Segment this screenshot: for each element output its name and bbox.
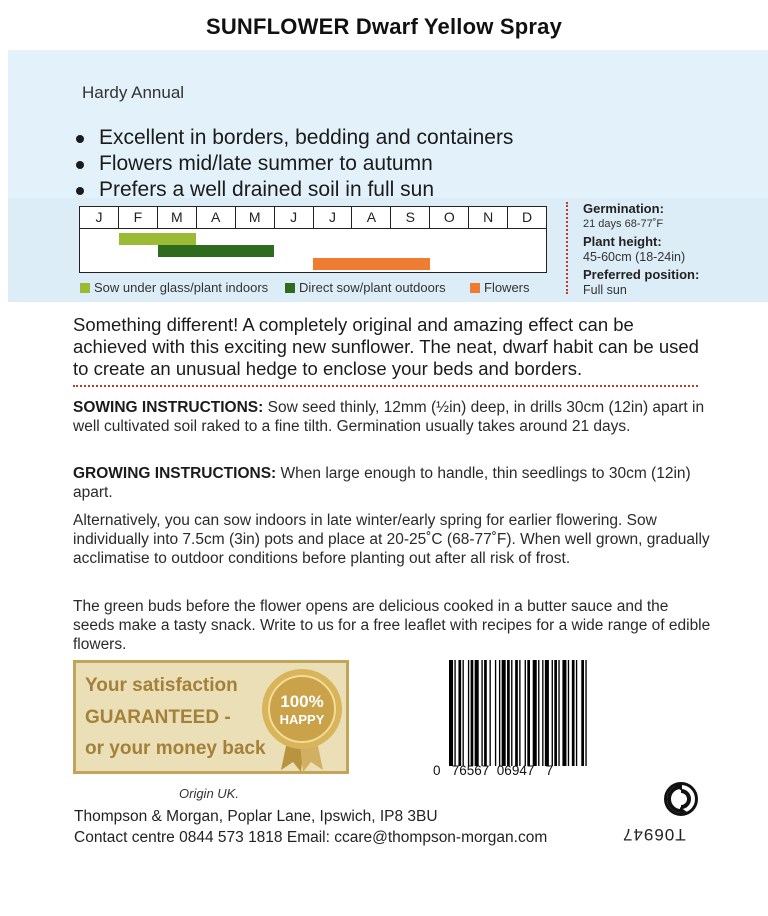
calendar-bar-sow-indoors — [119, 233, 197, 245]
divider-horizontal — [73, 385, 698, 387]
barcode-bar — [568, 660, 569, 766]
barcode-bar — [554, 660, 557, 766]
barcode-bar — [515, 660, 518, 766]
barcode-bar — [552, 660, 553, 766]
guarantee-line: or your money back — [85, 738, 266, 759]
barcode-bar — [581, 660, 584, 766]
guarantee-line: Your satisfaction — [85, 675, 238, 696]
height-label: Plant height: — [583, 234, 662, 249]
guarantee-line: GUARANTEED - — [85, 707, 231, 728]
legend-swatch — [470, 283, 480, 293]
growing-instructions — [73, 464, 713, 502]
month-label: M — [236, 207, 275, 228]
seal-text-top: 100% — [280, 692, 324, 711]
growing-heading: GROWING INSTRUCTIONS: — [73, 465, 277, 482]
product-code: T06947 — [622, 825, 686, 844]
barcode-bar — [519, 660, 520, 766]
feature-list — [72, 125, 513, 203]
barcode-bar — [484, 660, 487, 766]
divider-vertical — [566, 202, 568, 294]
barcode-bar — [527, 660, 530, 766]
legend-label: Flowers — [484, 280, 530, 295]
barcode-bar — [499, 660, 500, 766]
legend-label: Sow under glass/plant indoors — [94, 280, 269, 295]
growing-text: When large enough to handle, thin seedlings to 30cm (12in) apart. — [73, 465, 691, 501]
barcode-bar — [576, 660, 577, 766]
barcode-bar — [495, 660, 496, 766]
barcode-bar — [463, 660, 464, 766]
legend-swatch — [80, 283, 90, 293]
barcode-bar — [562, 660, 566, 766]
month-label: M — [158, 207, 197, 228]
barcode-bar — [458, 660, 461, 766]
legend-sow-indoors — [80, 280, 268, 295]
feature-item: Excellent in borders, bedding and containers — [72, 125, 513, 151]
germination-label: Germination: — [583, 201, 664, 216]
sowing-text: Sow seed thinly, 12mm (½in) deep, in drills 30cm (12in) apart in well cultivated soil raked to a fine tilth. Germination usually takes around 21 days. — [73, 399, 705, 435]
barcode-bar — [525, 660, 526, 766]
position-value: Full sun — [583, 283, 627, 297]
feature-item: Prefers a well drained soil in full sun — [72, 177, 513, 203]
barcode-bar — [558, 660, 559, 766]
month-label: J — [80, 207, 119, 228]
month-header — [80, 207, 546, 229]
barcode-bar — [585, 660, 586, 766]
sowing-instructions — [73, 398, 713, 436]
barcode-bar — [533, 660, 537, 766]
calendar-bar-sow-outdoors — [158, 245, 275, 257]
intro-text: Something different! A completely original and amazing effect can be achieved with this exciting new sunflower. The neat, dwarf habit can be used to create an unusual hedge to enclose your beds and borders. — [73, 314, 699, 379]
month-label: A — [352, 207, 391, 228]
happy-seal-icon — [259, 666, 345, 772]
barcode-bar — [468, 660, 469, 766]
barcode-bar — [475, 660, 479, 766]
month-label: A — [197, 207, 236, 228]
legend-sow-outdoors — [285, 280, 446, 295]
barcode-bar — [538, 660, 539, 766]
green-dot-recycle-icon — [664, 782, 698, 816]
barcode-digits: 0 76567 06947 7 — [433, 763, 554, 778]
barcode-bar — [572, 660, 575, 766]
barcode-bar — [449, 660, 453, 766]
plant-info — [583, 201, 763, 300]
company-address: Thompson & Morgan, Poplar Lane, Ipswich, IP8 3BU — [74, 808, 438, 825]
legend-swatch — [285, 283, 295, 293]
germination-value: 21 days 68-77˚F — [583, 218, 664, 230]
sowing-calendar — [79, 206, 547, 273]
sowing-heading: SOWING INSTRUCTIONS: — [73, 399, 264, 416]
legend-label: Direct sow/plant outdoors — [299, 280, 446, 295]
month-label: J — [314, 207, 353, 228]
month-label: N — [469, 207, 508, 228]
barcode-bar — [490, 660, 491, 766]
position-label: Preferred position: — [583, 267, 700, 282]
origin-text: Origin UK. — [179, 786, 239, 801]
month-label: S — [391, 207, 430, 228]
barcode-bar — [511, 660, 512, 766]
barcode-bar — [454, 660, 455, 766]
guarantee-box — [73, 660, 349, 774]
barcode-bar — [545, 660, 549, 766]
barcode-bar — [481, 660, 482, 766]
feature-item: Flowers mid/late summer to autumn — [72, 151, 513, 177]
alternative-text: Alternatively, you can sow indoors in late winter/early spring for earlier flowering. Sow individually into 7.5cm (3in) pots and place at 20-25˚C (68-77˚F). When well grown, gradually acclimatise to outdoor conditions before planting out after all risk of frost. — [73, 512, 710, 567]
month-label: J — [275, 207, 314, 228]
barcode-bar — [542, 660, 543, 766]
calendar-bar-flowers — [313, 258, 430, 270]
calendar-legend — [80, 280, 550, 296]
month-label: O — [430, 207, 469, 228]
barcode-bar — [507, 660, 510, 766]
seal-text-bottom: HAPPY — [279, 712, 325, 727]
edible-buds-text: The green buds before the flower opens are delicious cooked in a butter sauce and the seeds make a tasty snack. Write to us for a free leaflet with recipes for a wide range of edible flowers. — [73, 598, 711, 653]
height-value: 45-60cm (18-24in) — [583, 250, 686, 264]
barcode-bar — [502, 660, 506, 766]
legend-flowers — [470, 280, 530, 295]
product-title: SUNFLOWER Dwarf Yellow Spray — [205, 14, 563, 39]
month-label: F — [119, 207, 158, 228]
contact-details: Contact centre 0844 573 1818 Email: ccare@thompson-morgan.com — [74, 829, 548, 846]
barcode-icon — [449, 660, 649, 766]
month-label: D — [522, 209, 533, 225]
barcode-bar — [471, 660, 474, 766]
plant-type: Hardy Annual — [82, 83, 185, 102]
